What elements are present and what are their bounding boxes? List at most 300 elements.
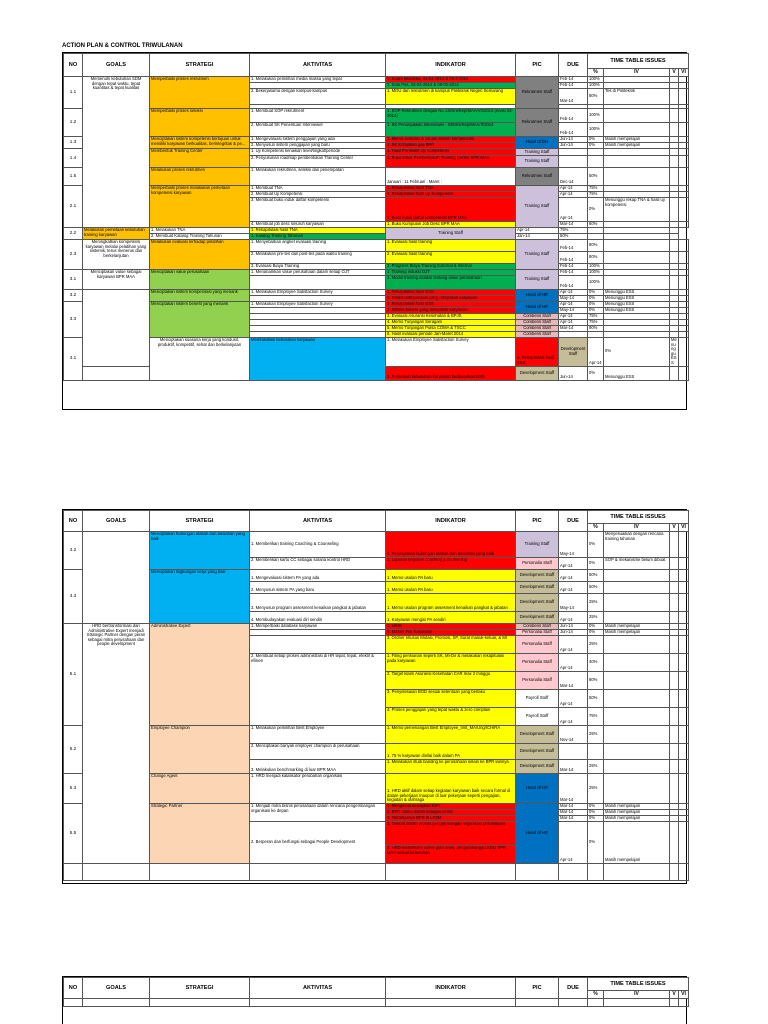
strategy-5-2: Employee Champion [150,726,250,774]
pct: 0% [588,137,604,143]
issue [604,708,670,726]
pct: 50% [588,690,604,708]
due: Feb-14 [559,240,588,252]
pic: Head of HR [516,290,559,302]
goal-3: Menciptakan value sebagai karyawan BPR MAA [83,270,150,290]
pct: 0% [588,810,604,816]
col-no: NO [64,978,83,999]
row-no: 4.2 [64,532,83,570]
col-iv: IV [604,69,670,77]
row-no: 5.5 [64,804,83,864]
col-aktivitas: AKTIVITAS [250,54,386,77]
goal-1: Memenuhi kebutuhan SDM dengan tepat waktu, tepat kuantitas & tepat kualitas [83,77,150,228]
activity: 3. Membuat buku induk daftar kompetensi [250,198,386,222]
strategy-3-2: Menciptakan sistem kompensasi yang menarik [150,290,250,302]
indicator: Januari : 11 Februari : Maret : [386,168,516,186]
issue: Menunggu ESS [604,366,670,380]
indicator: 1. Memo evaluasi & usulan sistem kompensasi [386,137,516,143]
col-v: V [670,524,679,532]
col-no: NO [64,511,83,532]
row-no: 4.3 [64,570,83,624]
row-no: 3.3 [64,302,83,338]
due: Apr-14 [588,338,604,367]
issue: Tes di Politeknik [604,89,670,105]
due: Apr-14 [559,558,588,570]
pct: 25% [588,726,604,744]
due: Feb-14 [559,109,588,123]
pic: Training Staff [516,149,559,156]
pct: 0% [588,816,604,822]
row-no: 1.3 [64,137,83,149]
pic: Personalia Staff [516,636,559,654]
issue [604,612,670,624]
indicator: 1. Memo usulan PA baru [386,570,516,582]
pic: Personalia Staff [516,558,559,570]
pct: 100% [588,77,604,83]
indicator: 1. MOU dan rekrutmen di kampus Politeknik Negeri Semarang [386,89,516,105]
pct: 0% [588,143,604,149]
pct: 90% [588,326,604,332]
activity: 1. Memperbaiki database karyawan [250,624,386,630]
col-pct: % [588,991,604,999]
activity: 1. Melakukan TNA [150,228,250,234]
issue: Masih mempelajari [604,137,670,143]
row-no: 2.3 [64,240,83,270]
col-pct: % [588,524,604,532]
pic: Head of DH [516,137,559,149]
indicator: 1. HRD aktif dalam setiap kegiatan karyawan baik secara formal di dalam pekerjaan maupun di luar pekerjaan seperti pengajian, kegiatan & olahraga [386,774,516,804]
issue: SOP & mekanisme belum dibuat [604,558,670,570]
goal-4: Menciptakan suasana kerja yang kondusif, produktif, kompetitif, sehat dan berkelanjutan [150,338,250,381]
due: Mar-14 [559,816,588,822]
row-no: 1.2 [64,109,83,137]
indicator: 2. Sistem benefit yang disepakati karyawan [386,308,516,314]
activity: 2. Bekerjasama dengan kampus-kampus [250,89,386,105]
pct: 75% [588,314,604,320]
pic: Personalia Staff [516,672,559,690]
pic: Combens Staff [516,314,559,320]
strategy-2-3: Melakukan evaluasi terhadap pelatihan [150,240,250,270]
activity: 2. Membuat Katalog Training Tahunan [150,234,250,240]
activity: 1. Melakukan Employee Satisfaction Survey [386,338,516,367]
row-no: 1.4 [64,149,83,168]
activity: 3. Melakukan benchmarking di luar BPR MAA [250,760,386,774]
issue [604,168,670,186]
col-no: NO [64,54,83,77]
due: Feb-14 [559,276,588,290]
strategy-1-5: Melakukan proses rekrutmen [150,168,250,186]
pct: 0% [588,198,604,222]
pic: Payroll Staff [516,690,559,708]
pct: 75% [588,708,604,726]
pic: Combens Staff [516,326,559,332]
col-strategi: STRATEGI [150,978,250,999]
activity: 2. Melakukan pre-tes dan post-tes pada waktu training [250,252,386,264]
due: Jun-14 [559,624,588,630]
indicator: 6. Hasil evaluasi periode Jan-Maret 2014 [386,332,516,338]
due: Mar-14 [559,89,588,105]
pct: 80% [588,672,604,690]
activity: 1. Menanamkan value perusahaan dalam setiap OJT [250,270,386,276]
pic: Personalia Staff [516,630,559,636]
due: Mar-14 [559,326,588,332]
issue: Masih mempelajari [604,810,670,816]
indicator: 1. Buku Kumpulan Job Desc BPR MAA [386,222,516,228]
action-plan-table-3 [62,976,687,1024]
col-iv: IV [604,524,670,532]
due: Feb-14 [559,252,588,264]
pic: Payroll Staff [516,708,559,726]
pct: 100% [588,270,604,276]
pct: 0% [588,302,604,308]
indicator: 1. Peningkatan hubungan atasan dan bawahan yang baik [386,532,516,558]
due: Feb-14 [559,83,588,89]
pct: 100% [588,83,604,89]
pct: 0% [588,558,604,570]
indicator: 2. Evaluasi hasil training [386,252,516,264]
row-no: 5.2 [64,726,83,774]
pic: Development Staff [516,726,559,744]
issue: Masih mempelajari [604,630,670,636]
issue [604,636,670,654]
issue: Menunggu rekap TNA & hasil uji kompetensi [604,198,670,222]
strategy-2-2: Melakukan pemetaan kebutuhan training karyawan [83,228,150,240]
indicator: 2. Master File Karyawan [386,630,516,636]
pic: Training Staff [516,240,559,270]
goal-5: HRD bertransformasi dari Administrative Expert menjadi Strategic Partner dengan peran sebagai mitra perusahaan dan people development [83,624,150,864]
pct: 0% [588,532,604,558]
indicator: 1. Mengelola kewajiban BIPI [386,804,516,810]
due: Apr-14 [559,314,588,320]
col-indikator: INDIKATOR [386,511,516,532]
indicator: 3. Progress Biaya Training External & Internal [386,264,516,270]
row-no: 2.1 [64,186,83,228]
issue: Masih mempelajari [604,816,670,822]
issue: Menunggu ESS [604,308,670,314]
due: Mar-14 [559,760,588,774]
col-due: DUE [559,54,588,77]
indicator: 1. Buku induk daftar kompetensi BPR MAA [386,198,516,222]
pic: Development Staff [516,594,559,612]
indicator: 1. Rekapitulasi hasil ESS [386,290,516,296]
col-due: DUE [559,978,588,999]
col-pic: PIC [516,978,559,999]
action-plan-table-2 [62,509,687,884]
activity: 1. Melakukan pemilihan media massa yang tepat [250,77,386,83]
col-indikator: INDIKATOR [386,978,516,999]
due: Feb-14 [559,123,588,137]
activity: 1. HRD menjadi katalisator perubahan organisasi [250,774,386,804]
pic: Combens Staff [516,624,559,630]
pic: Training Staff [386,228,516,240]
pic: Training Staff [516,186,559,228]
col-pic: PIC [516,511,559,532]
due: Apr-14 [559,708,588,726]
goal-2: Meningkatkan kompetensi karyawan melalui pelatihan yang sistemik, terus menerus dan berkelanjutan [83,240,150,270]
activity: 2. Menyusun sistem PA yang baru [250,582,386,594]
strategy-1-2: Memperbaiki proses seleksi [150,109,250,137]
activity: 2. Membuat setiap proses administrasi di HR tepat, tepat, efektif & efisien [250,654,386,726]
pic: Rekrutmen Staff [516,77,559,109]
activity: 2. Penyusunan roadmap pembentukan Training Center [250,156,386,168]
indicator: 2. Target klaim Asuransi Kesehatan CAR max 2 minggu [386,672,516,690]
activity: 1. Membuat TNA [250,186,386,192]
row-no: 4.1 [64,338,83,381]
col-time-table: TIME TABLE ISSUES [588,511,689,524]
strategy-4-3: Menciptakan lingkungan kerja yang baik [150,570,250,624]
strategy-1-3: Menciptakan sistem kompetensi bertujuan untuk memiliki karyawan berkualitas, berintegritas & pe... [150,137,250,149]
indicator: 1. SK Penunjukkan Interviewer : 036/Int/Kep/MAA/II/2014 [386,123,516,137]
col-goals: GOALS [83,978,150,999]
pic: Training Staff [516,270,559,290]
strategy-2-1: Memperbaiki proses melakukan pemetaan kompetensi karyawan [150,186,250,228]
strategy-3-1: Menciptakan value perusahaan [150,270,250,290]
pic: Combens Staff [516,332,559,338]
pct: 25% [588,760,604,774]
due: May-14 [559,594,588,612]
issue: Masih mempelajari [604,624,670,630]
due: Jan-14 [516,234,559,240]
col-time-table: TIME TABLE ISSUES [588,54,689,69]
pic: Head of HR [516,804,559,864]
due: Mar-14 [559,810,588,816]
strategy-5-5: Strategic Partner [150,804,250,864]
pic: Personalia Staff [516,654,559,672]
strategy-1-4: Membentuk Training Center [150,149,250,168]
issue [604,726,670,744]
due: Apr-14 [516,228,559,234]
pct: 75% [588,192,604,198]
due: Feb-14 [559,270,588,276]
pic: Development Staff [559,338,588,367]
pct: 0% [588,624,604,630]
issue: Menyesuaikan dengan rencana training tahunan [604,532,670,558]
indicator: 1. Filing pensiunan seperti SK, MI-Dir & melakukan rekapitulasi pada karyawan [386,654,516,672]
indicator: 1. Suara Merdeka, 01-01-2014 & 08-2-2014 [386,77,516,83]
activity: 2. Membuat Uji Kompetensi [250,192,386,198]
activity: 1. Menyebarkan angket evaluasi training [250,240,386,252]
indicator: 1. 75 % karyawan dinilai baik dalam PA [386,744,516,760]
indicator: 1. HRIS [386,624,516,630]
pic: Development Staff [516,612,559,624]
due: Mar-14 [559,222,588,228]
pct: 0% [588,366,604,380]
indicator: 1. Rekapitulasi hasil ESS [386,302,516,308]
indicator: 5. Memo Tunjangan Pulsa COMA & TSCC [386,326,516,332]
row-no: 3.2 [64,290,83,302]
indicator: 1. Rekapitulasi hasil TNA [250,228,386,234]
strategy-4-2: Menciptakan hubungan atasan dan bawahan yang baik [150,532,250,570]
pct: 80% [588,252,604,264]
pic: Training Staff [516,156,559,168]
pct: 25% [588,612,604,624]
col-strategi: STRATEGI [150,511,250,532]
col-pic: PIC [516,54,559,77]
issue [604,672,670,690]
pic: Development Staff [516,744,559,760]
indicator: 2. Sistem kompensasi yang disepakati karyawan [386,296,516,302]
due: Jun-14 [559,366,588,380]
strategy-5-1: Administrative Expert [150,624,250,726]
due: Feb-14 [559,77,588,83]
pic: Development Staff [516,760,559,774]
indicator: 2. BPR online dalam kategori sehat [386,810,516,816]
due: May-14 [559,308,588,314]
col-time-table: TIME TABLE ISSUES [588,978,689,991]
activity: 1. Uji Kompetensi kenaikan level/tingkat/periode [250,149,386,156]
col-vi: VI [679,69,689,77]
pic: Head of HR [516,302,559,314]
pct: 50% [588,582,604,594]
pct: 0% [588,290,604,296]
due: Apr-14 [559,186,588,192]
pct: 0% [588,804,604,810]
issue [604,594,670,612]
activity: 1. Melakukan pemilihan Best Employee [250,726,386,744]
indicator: 1. Hasil Penilaian Uji Kompetensi [386,149,516,156]
indicator: 2. HRD memahami active plan divisi, pengembangan SDM BPR MAA sesuai kebutuhan [386,846,516,864]
col-goals: GOALS [83,511,150,532]
pct: 100% [588,276,604,290]
issue: Menunggu ESS [604,296,670,302]
due: Jun-14 [559,143,588,149]
indicator: 3. Ordner khusus Mutasi, Promosi, SP, Surat masuk-keluar, & MI [386,636,516,654]
document-title: ACTION PLAN & CONTROL TRIWULANAN [62,43,183,49]
indicator: 1. SK Kebijakan gaji BPR [386,143,516,149]
col-v: V [670,991,679,999]
activity: 4. Membudayakan evaluasi diri sendiri [250,612,386,624]
strategy-1-1: Memperbaiki proses rekrutmen [150,77,250,109]
indicator: 1. Memo usulan PA baru [386,582,516,594]
due: Apr-14 [559,192,588,198]
pct: 0% [604,338,670,367]
activity [250,276,386,290]
col-indikator: INDIKATOR [386,54,516,77]
indicator: 1. Rekapitulasi hasil ESS [516,338,559,367]
col-goals: GOALS [83,54,150,77]
pic: Development Staff [516,570,559,582]
col-v: V [670,69,679,77]
col-pct: % [588,69,604,77]
activity: 1. Menjadi mitra bisnis perusahaan dalam rencana pengembangan organisasi ke depan [250,804,386,822]
indicator: 1. Rekapitulasi hasil Uji Kompetensi [386,192,516,198]
activity: 1. Mengevaluasi sistem penggajian yang ada [250,137,386,143]
col-aktivitas: AKTIVITAS [250,978,386,999]
row-no: 1.1 [64,77,83,109]
activity: 1. Mengevaluasi sistem PA yang ada [250,570,386,582]
row-no: 2.2 [64,228,83,240]
activity: 3. Menyusun program assesment kenaikan pangkat & jabatan [250,594,386,612]
indicator: 4. Memo Tunjangan Seragam [386,320,516,326]
issue [604,240,670,252]
pct: 50% [588,570,604,582]
indicator: 1. Melakukan studi banding ke perusahaan selain ke BPR lainnya [386,760,516,774]
activity: 2. Membuat SK Penentuan Interviewer [250,123,386,137]
issue: Menunggu ESS [604,290,670,296]
due: Mar-14 [559,804,588,810]
pct: 100% [588,264,604,270]
issue: Menunggu ESS [604,302,670,308]
issue [604,276,670,290]
issue: Masih mempelajari [604,143,670,149]
strategy-5-3: Change Agent [150,774,250,804]
pct: 80% [588,89,604,105]
strategy-3-3: Menciptakan sistem benefit yang menarik [150,302,250,338]
pct: 0% [588,296,604,302]
activity: 1. Melakukan Employee Satisfaction Survey [250,302,386,308]
row-no: 5.1 [64,624,83,726]
indicator: 1. Karyawan mengisi PA sendiri [386,612,516,624]
due: Apr-14 [559,570,588,582]
due: Apr-14 [559,822,588,864]
indicator: 1. Terlibat dalam proses pengembangan organisasi perusahaan [386,822,516,846]
issue: Masih mempelajari [604,804,670,810]
indicator: 1. Katalog Training Tahunan [250,234,386,240]
activity: 2. Memberikan kartu CC sebagai sarana kontrol HRD [250,558,386,570]
row-no: 5.3 [64,774,83,804]
pct: 0% [588,630,604,636]
due: Apr-14 [559,198,588,222]
strategy-4-1: Memfasilitasi kebutuhan karyawan [250,338,386,381]
pct: 80% [588,240,604,252]
issue [604,582,670,594]
pic: Training Staff [516,532,559,558]
issue [604,570,670,582]
due: Apr-14 [559,612,588,624]
pct: 50% [588,168,604,186]
pct: 0% [588,308,604,314]
indicator: 1. Memo pemenangan Best Employee_first_MA/Ung/ICHIRA [386,726,516,744]
due: Apr-14 [559,636,588,654]
pct: 75% [588,320,604,326]
row-no: 1.5 [64,168,83,186]
pct: 75% [588,186,604,192]
activity: 2. Menyusun sistem penggajian yang baru [250,143,386,149]
due: May-14 [559,296,588,302]
indicator: 2. Solo Pos, 03-02-2014 & 08-02-2014 [386,83,516,89]
indicator: 3. Evaluasi Asuransi Kesehatan & BPJS [386,314,516,320]
issue [604,654,670,672]
indicator: 2. Modul training induksi tentang value perusahaan [386,276,516,290]
indicator: 4. Proses penggajian yang tepat waktu & zero complain [386,708,516,726]
due: Apr-14 [559,690,588,708]
pic: Rekrutmen Staff [516,109,559,137]
col-due: DUE [559,511,588,532]
pic: Development Staff [516,582,559,594]
indicator: 2. Pemetaan kebutuhan karyawan berdasarkan ESS [386,366,516,380]
indicator: 1. SOP Rekrutmen dengan No 132/Int/Kep/MAA/VII/2013 (revisi 03-2014) [386,109,516,123]
issue [604,109,670,123]
activity: 4. Membuat job desc seluruh karyawan [250,222,386,228]
due: Apr-14 [559,290,588,296]
issue [604,774,670,804]
issue [604,252,670,264]
pct: 0% [588,822,604,864]
issue [604,690,670,708]
issue: Menunggu ESS [671,337,677,365]
pct: 100% [588,123,604,137]
activity: 2. Menciptakan banyak employer champion di perusahaan [250,744,386,760]
pct: 25% [588,774,604,804]
row-no: 3.1 [64,270,83,290]
indicator: 3. Terdaftarnya BPR di LP2M [386,816,516,822]
col-aktivitas: AKTIVITAS [250,511,386,532]
activity: 1. Membuat SOP rekrutment [250,109,386,123]
indicator: 1. Training induksi OJT [386,270,516,276]
action-plan-table-1 [62,52,687,410]
pic: Combens Staff [516,320,559,326]
issue [604,123,670,137]
